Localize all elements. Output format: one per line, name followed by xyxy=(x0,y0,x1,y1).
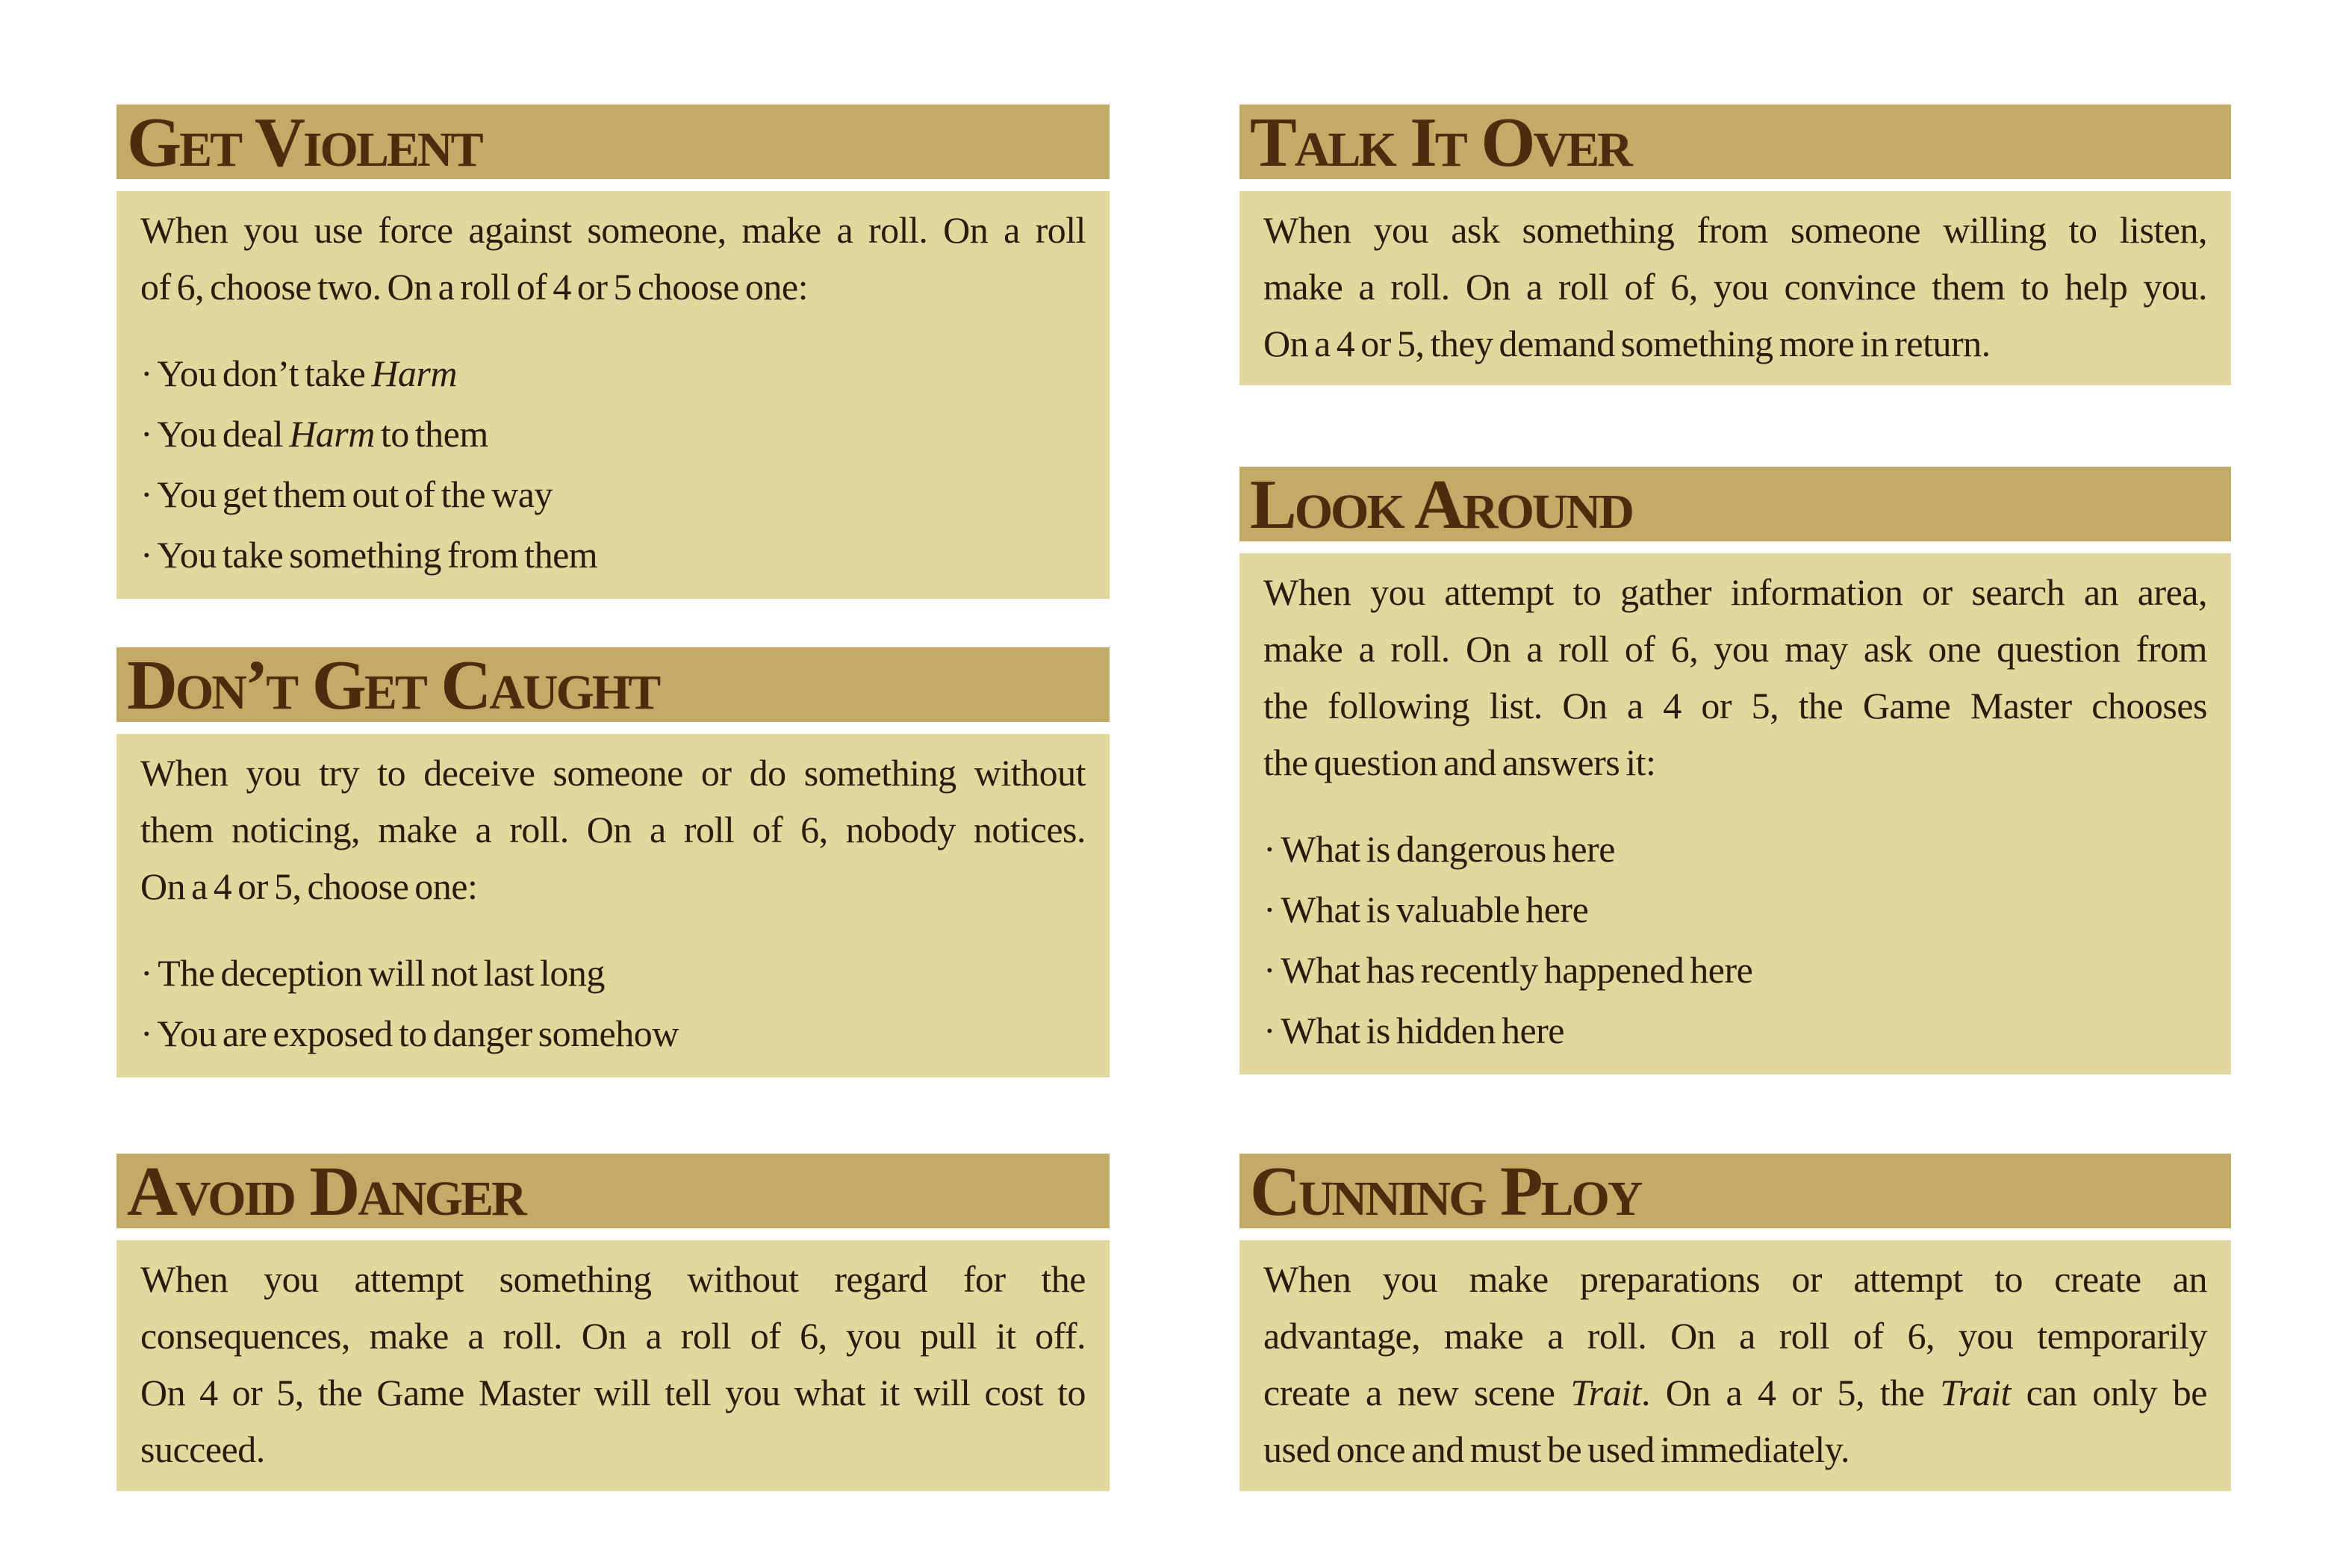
text-segment: succeed. xyxy=(140,1428,265,1470)
text-segment: When you attempt to gather information or search an area, xyxy=(1263,571,2207,613)
card-body xyxy=(116,734,1110,1077)
text-segment: You are exposed to danger somehow xyxy=(157,1012,679,1054)
card-title-bar xyxy=(116,105,1110,179)
card-title: Avoid Danger xyxy=(127,1154,525,1228)
card-body xyxy=(1239,1240,2231,1491)
rule-text-line xyxy=(1263,734,2207,791)
bullet-item xyxy=(140,525,1086,585)
rule-text-line xyxy=(1263,202,2207,258)
text-segment: consequences, make a roll. On a roll of 6, you pull it off. xyxy=(140,1315,1086,1357)
text-segment: advantage, make a roll. On a roll of 6, you temporarily xyxy=(1263,1315,2207,1357)
rule-text-line xyxy=(140,258,1086,315)
bullet-item xyxy=(1263,940,2207,1001)
rule-text-line xyxy=(140,1251,1086,1307)
card-body xyxy=(1239,553,2231,1074)
italic-term: Harm xyxy=(371,352,458,394)
card-title-bar xyxy=(116,1154,1110,1228)
card-body xyxy=(116,1240,1110,1491)
text-segment: When you ask something from someone willing to listen, xyxy=(1263,209,2207,251)
rule-text-line xyxy=(1263,1421,2207,1478)
card-title-bar xyxy=(116,647,1110,722)
text-segment: You take something from them xyxy=(157,534,598,576)
bullet-dot: · xyxy=(1263,949,1281,991)
text-segment: them noticing, make a roll. On a roll of 6, nobody notices. xyxy=(140,809,1086,850)
text-segment: What is dangerous here xyxy=(1281,828,1615,870)
italic-term: Trait xyxy=(1570,1372,1642,1413)
card-title-bar xyxy=(1239,467,2231,541)
text-segment: When you attempt something without regard for the xyxy=(140,1258,1086,1300)
bullet-item xyxy=(140,943,1086,1004)
rule-text-line xyxy=(1263,677,2207,734)
text-segment: What has recently happened here xyxy=(1281,949,1753,991)
rule-text-line xyxy=(140,202,1086,258)
card-title: Get Violent xyxy=(127,105,482,179)
text-segment: The deception will not last long xyxy=(158,952,605,994)
bullet-dot: · xyxy=(140,952,158,994)
rule-text-line xyxy=(140,1364,1086,1421)
option-list xyxy=(140,343,1086,585)
card-title: Don’t Get Caught xyxy=(127,647,659,722)
text-segment: You don’t take xyxy=(157,352,372,394)
text-segment: On a 4 or 5, they demand something more in return. xyxy=(1263,323,1991,364)
bullet-item xyxy=(1263,819,2207,880)
text-segment: On a 4 or 5, choose one: xyxy=(140,865,478,907)
text-segment: When you try to deceive someone or do something without xyxy=(140,752,1086,794)
text-segment: What is hidden here xyxy=(1281,1009,1564,1051)
bullet-dot: · xyxy=(1263,889,1281,930)
card-title: Look Around xyxy=(1250,467,1632,541)
bullet-dot: · xyxy=(140,413,158,455)
bullet-dot: · xyxy=(1263,828,1281,870)
rule-text-line xyxy=(140,801,1086,858)
bullet-item xyxy=(1263,880,2207,940)
rule-text-line xyxy=(140,1307,1086,1364)
bullet-item xyxy=(140,464,1086,525)
rule-text-line xyxy=(140,744,1086,801)
bullet-item xyxy=(140,404,1086,464)
text-segment: to them xyxy=(374,413,488,455)
text-segment: make a roll. On a roll of 6, you may ask one question from xyxy=(1263,628,2207,670)
bullet-dot: · xyxy=(140,1012,158,1054)
text-segment: can only be xyxy=(2010,1372,2207,1413)
text-segment: When you use force against someone, make a roll. On a roll xyxy=(140,209,1086,251)
rule-text-line xyxy=(1263,1364,2207,1421)
bullet-item xyxy=(140,343,1086,404)
italic-term: Harm xyxy=(289,413,375,455)
option-list xyxy=(1263,819,2207,1061)
text-segment: What is valuable here xyxy=(1281,889,1589,930)
rule-text-line xyxy=(1263,315,2207,372)
bullet-dot: · xyxy=(1263,1009,1281,1051)
card-title-bar xyxy=(1239,105,2231,179)
text-segment: You get them out of the way xyxy=(157,473,553,515)
rule-text-line xyxy=(140,858,1086,915)
card-body xyxy=(116,191,1110,599)
bullet-dot: · xyxy=(140,473,158,515)
text-segment: the following list. On a 4 or 5, the Game Master chooses xyxy=(1263,685,2207,727)
text-segment: On 4 or 5, the Game Master will tell you what it will cost to xyxy=(140,1372,1086,1413)
move-card-dont-get-caught xyxy=(116,647,1110,1077)
card-title: Talk It Over xyxy=(1250,105,1631,179)
text-segment: . On a 4 or 5, the xyxy=(1641,1372,1941,1413)
move-card-talk-it-over xyxy=(1239,105,2231,385)
move-card-avoid-danger xyxy=(116,1154,1110,1491)
text-segment: used once and must be used immediately. xyxy=(1263,1428,1849,1470)
rule-text-line xyxy=(1263,564,2207,620)
card-body xyxy=(1239,191,2231,385)
text-segment: You deal xyxy=(157,413,290,455)
text-segment: create a new scene xyxy=(1263,1372,1571,1413)
move-card-cunning-ploy xyxy=(1239,1154,2231,1491)
card-title: Cunning Ploy xyxy=(1250,1154,1641,1228)
card-title-bar xyxy=(1239,1154,2231,1228)
rule-text-line xyxy=(1263,620,2207,677)
rule-text-line xyxy=(1263,1307,2207,1364)
bullet-item xyxy=(140,1004,1086,1064)
move-card-look-around xyxy=(1239,467,2231,1074)
text-segment: make a roll. On a roll of 6, you convince them to help you. xyxy=(1263,266,2207,308)
italic-term: Trait xyxy=(1940,1372,2011,1413)
rule-text-line xyxy=(1263,1251,2207,1307)
move-card-get-violent xyxy=(116,105,1110,599)
rule-text-line xyxy=(1263,258,2207,315)
bullet-dot: · xyxy=(140,534,158,576)
text-segment: of 6, choose two. On a roll of 4 or 5 choose one: xyxy=(140,266,808,308)
bullet-item xyxy=(1263,1001,2207,1061)
option-list xyxy=(140,943,1086,1064)
text-segment: the question and answers it: xyxy=(1263,741,1656,783)
text-segment: When you make preparations or attempt to create an xyxy=(1263,1258,2207,1300)
bullet-dot: · xyxy=(140,352,158,394)
rule-text-line xyxy=(140,1421,1086,1478)
